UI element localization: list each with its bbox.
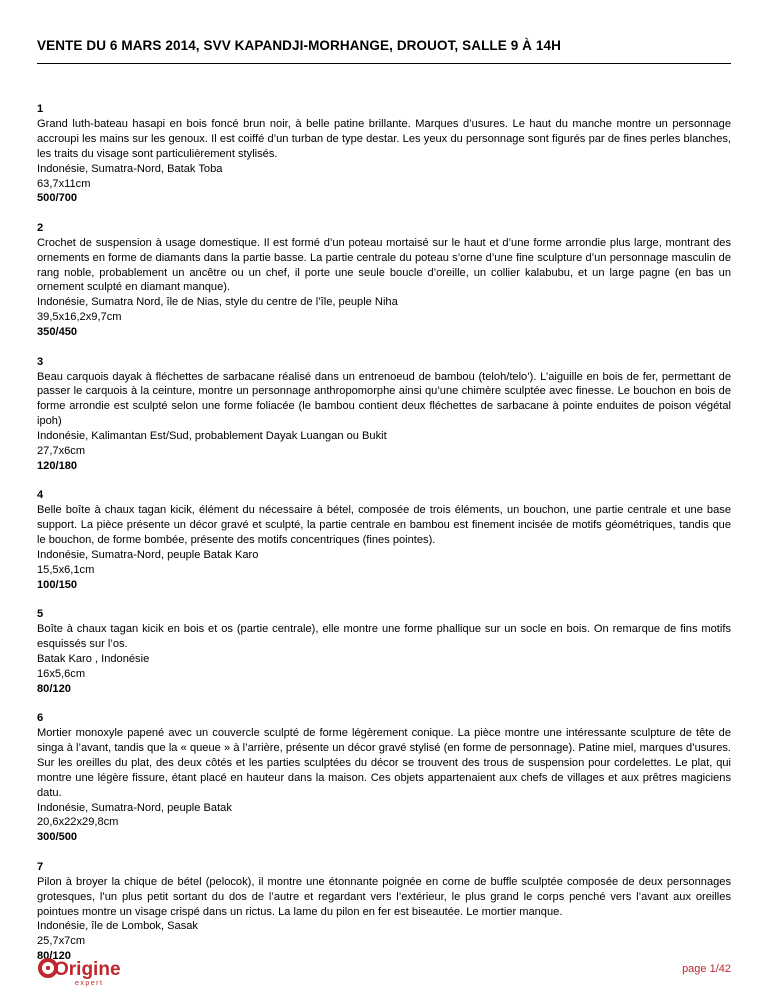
lot-origin: Indonésie, Kalimantan Est/Sud, probablement Dayak Luangan ou Bukit [37,430,387,443]
lot-number: 7 [37,860,44,873]
lot-dimensions: 25,7x7cm [37,935,86,948]
lot-item [37,607,731,696]
lot-origin: Batak Karo , Indonésie [37,652,150,665]
lot-item [37,711,731,845]
lot-description: Boîte à chaux tagan kicik en bois et os (partie centrale), elle montre une forme phallique sur un socle en bois. On remarque de fins motifs esquissés sur l’os. [37,623,731,650]
lot-origin: Indonésie, Sumatra Nord, île de Nias, style du centre de l’île, peuple Niha [37,296,398,309]
lot-description: Beau carquois dayak à fléchettes de sarbacane réalisé dans un entrenoeud de bambou (teloh/telo’). L’aiguille en bois de fer, permettant de passer le carquois à la ceinture, montre un personnage anthropomorphe ainsi qu’une chimère sculptée avec finesse. Le bouchon en bois de forme arrondie est sculpté selon une forme foliacée (le bambou contient deux fléchettes de sarbacane à pointe enduites de poison végétal ipoh) [37,370,731,428]
lot-description: Crochet de suspension à usage domestique. Il est formé d’un poteau mortaisé sur le haut et d’une forme arrondie plus large, montrant des ornements en forme de diamants dans la partie basse. La partie centrale du poteau s’orne d’une fine sculpture d’un personnage masculin de rang noble, probablement un ancêtre ou un chef, il porte une seule boucle d’oreille, un collier kalabubu, et un large pagne (en bas un ornement sculpté en diamant manque). [37,236,731,294]
page-number: page 1/42 [682,963,731,975]
lot-item [37,488,731,592]
lot-item [37,860,731,964]
logo-text: Origine [54,959,121,980]
lot-number: 2 [37,221,44,234]
lot-estimate: 100/150 [37,578,78,591]
lot-description: Pilon à broyer la chique de bétel (pelocok), il montre une étonnante poignée en corne de buffle sculptée composée de deux personnages grotesques, l’un plus petit sortant du dos de l’autre et regardant vers l’extérieur, le plus grand le corps penché vers l’avant aux oreilles pointues montre un visage crispé dans un rictus. La lame du pilon en fer est biseautée. Le mortier manque. [37,875,731,918]
logo-subtext: expert [75,980,104,987]
lot-item [37,355,731,474]
lot-dimensions: 16x5,6cm [37,667,86,680]
origine-expert-logo [37,950,157,990]
lot-estimate: 120/180 [37,459,78,472]
lot-origin: Indonésie, Sumatra-Nord, Batak Toba [37,162,223,175]
lot-description: Belle boîte à chaux tagan kicik, élément du nécessaire à bétel, composée de trois éléments, un bouchon, une partie centrale et une base support. La pièce présente un décor gravé et sculpté, la partie centrale en bambou est finement incisée de motifs géométriques, tandis que le bouchon, de forme bombée, présente des motifs concentriques (fines pointes). [37,504,731,547]
lot-number: 5 [37,608,44,621]
lot-list [37,102,731,979]
lot-dimensions: 15,5x6,1cm [37,563,95,576]
lot-description: Grand luth-bateau hasapi en bois foncé brun noir, à belle patine brillante. Marques d’usures. Le haut du manche montre un personnage accroupi les mains sur les genoux. Il est coiffé d’un turban de type destar. Les yeux du personnage sont figurés par de fines perles blanches, les traits du visage sont particulièrement stylisés. [37,117,731,160]
lot-origin: Indonésie, île de Lombok, Sasak [37,920,198,933]
lot-dimensions: 63,7x11cm [37,177,91,190]
lot-number: 3 [37,355,44,368]
lot-number: 4 [37,489,44,502]
lot-estimate: 80/120 [37,682,71,695]
lot-dimensions: 20,6x22x29,8cm [37,816,119,829]
lot-dimensions: 27,7x6cm [37,445,86,458]
lot-estimate: 80/120 [37,950,71,963]
lot-number: 1 [37,103,44,115]
lot-origin: Indonésie, Sumatra-Nord, peuple Batak [37,801,232,814]
lot-description: Mortier monoxyle papené avec un couvercle sculpté de forme légèrement conique. La pièce montre une intéressante sculpture de tête de singa à l’avant, tandis que la « queue » à l’arrière, présente un décor gravé stylisé (en forme de personnage). Patine miel, marques d’usures. Sur les oreilles du plat, des deux côtés et les parties sculptées du décor se trouvent des trous de suspension pour cordelettes. Le plat, qui montre une légère fissure, étant placé en hauteur dans la maison. Ces objets appartenaient aux chefs de villages et aux prêtres magiciens datu. [37,727,731,799]
header-divider [37,63,731,64]
lot-estimate: 350/450 [37,326,78,339]
lot-number: 6 [37,712,44,725]
document-header: VENTE DU 6 MARS 2014, SVV KAPANDJI-MORHANGE, DROUOT, SALLE 9 À 14H [37,38,561,53]
lot-item [37,102,731,206]
lot-item [37,221,731,340]
lot-estimate: 300/500 [37,831,78,844]
lot-origin: Indonésie, Sumatra-Nord, peuple Batak Karo [37,548,259,561]
lot-dimensions: 39,5x16,2x9,7cm [37,311,122,324]
lot-estimate: 500/700 [37,192,78,205]
